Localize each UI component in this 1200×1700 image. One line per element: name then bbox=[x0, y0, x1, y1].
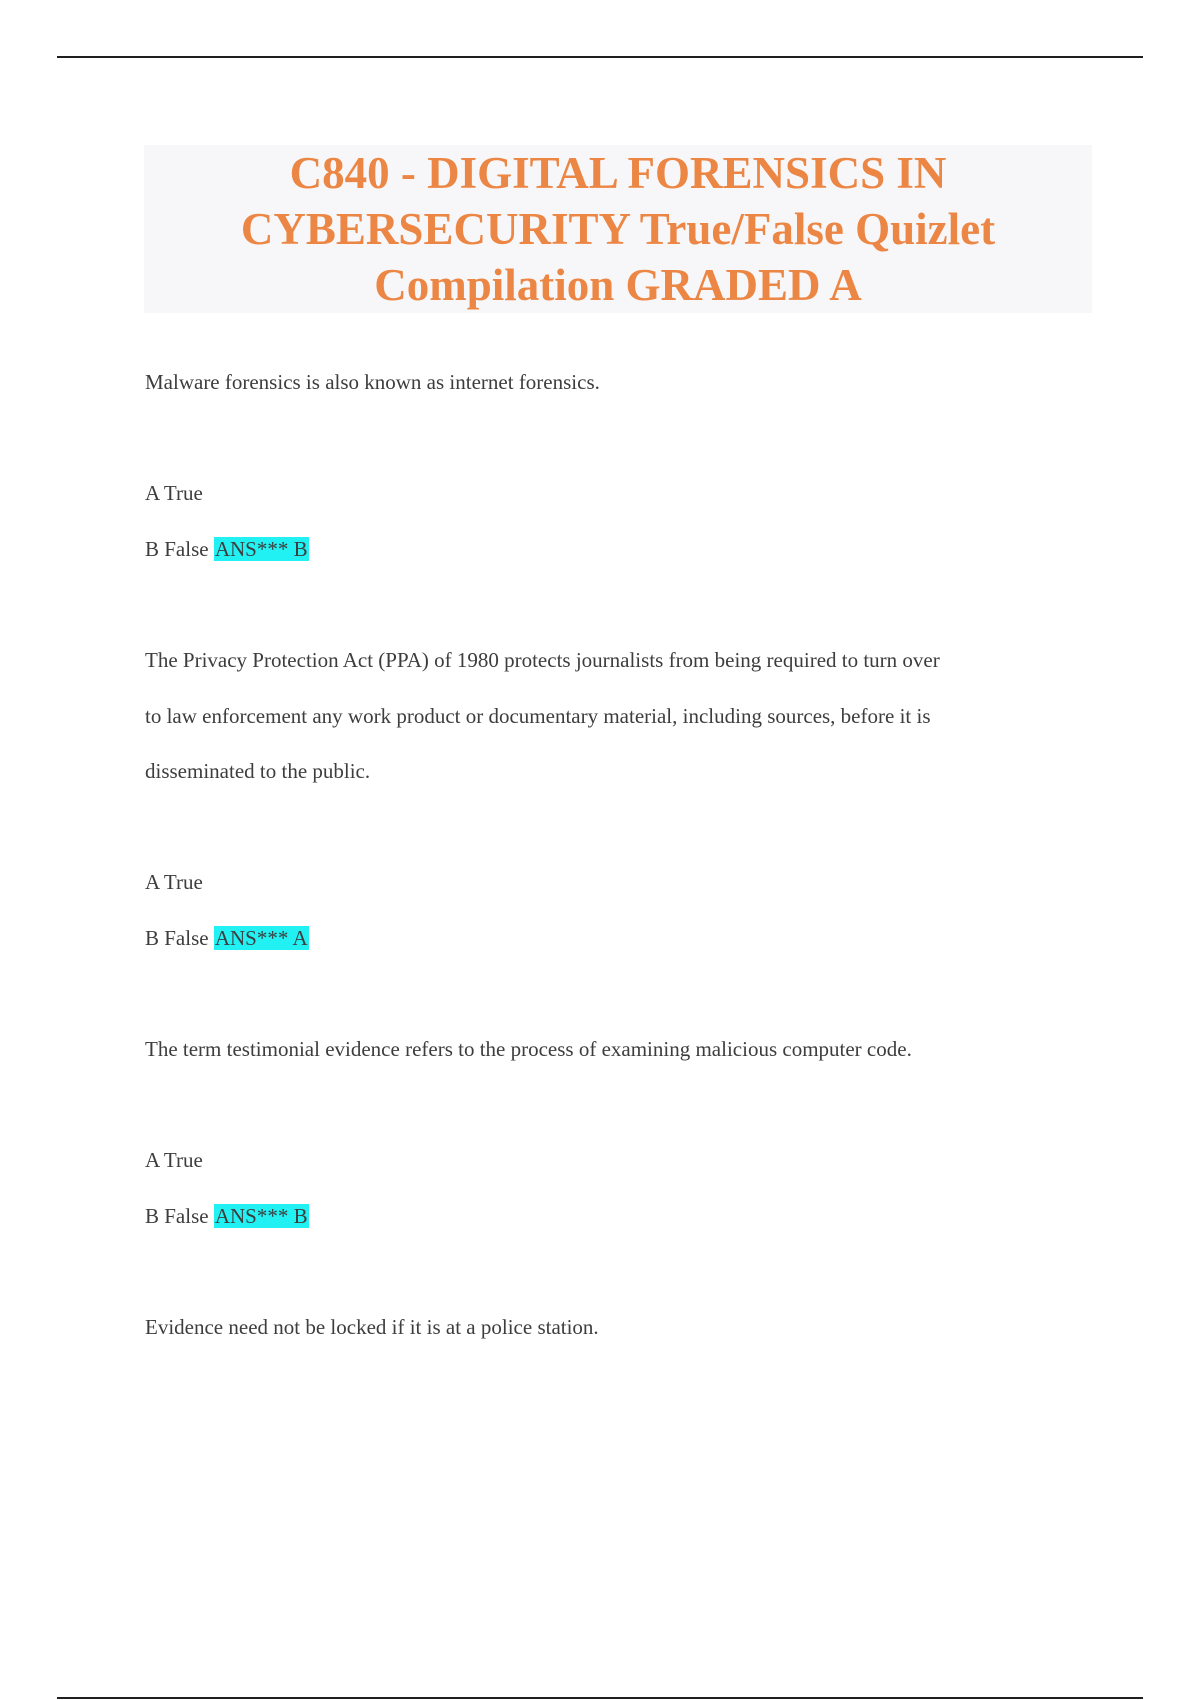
question-4-text: Evidence need not be locked if it is at a police station. bbox=[145, 1315, 599, 1339]
question-1-option-b: B False bbox=[145, 537, 209, 561]
question-1-option-a: A True bbox=[145, 481, 203, 505]
question-3-answer: ANS*** B bbox=[214, 1204, 308, 1228]
question-3-option-b: B False bbox=[145, 1204, 209, 1228]
question-2-text-line-1: The Privacy Protection Act (PPA) of 1980 protects journalists from being required to turn over bbox=[145, 648, 940, 672]
bottom-rule bbox=[57, 1697, 1143, 1699]
question-3-option-a: A True bbox=[145, 1148, 203, 1172]
question-3-text: The term testimonial evidence refers to the process of examining malicious computer code. bbox=[145, 1037, 912, 1061]
question-3-option-b-row bbox=[145, 1202, 309, 1230]
question-2-text-line-2: to law enforcement any work product or documentary material, including sources, before it is bbox=[145, 704, 931, 728]
question-2-option-b-row bbox=[145, 924, 309, 952]
question-1-text: Malware forensics is also known as internet forensics. bbox=[145, 370, 600, 394]
question-1-option-b-row bbox=[145, 535, 309, 563]
document-title: C840 - DIGITAL FORENSICS IN CYBERSECURITY True/False Quizlet Compilation GRADED A bbox=[240, 148, 996, 310]
question-2-option-a: A True bbox=[145, 870, 203, 894]
question-2-answer: ANS*** A bbox=[214, 926, 308, 950]
question-2-text-line-3: disseminated to the public. bbox=[145, 759, 371, 783]
question-2-option-b: B False bbox=[145, 926, 209, 950]
title-banner bbox=[144, 145, 1092, 313]
top-rule bbox=[57, 56, 1143, 58]
question-1-answer: ANS*** B bbox=[214, 537, 308, 561]
